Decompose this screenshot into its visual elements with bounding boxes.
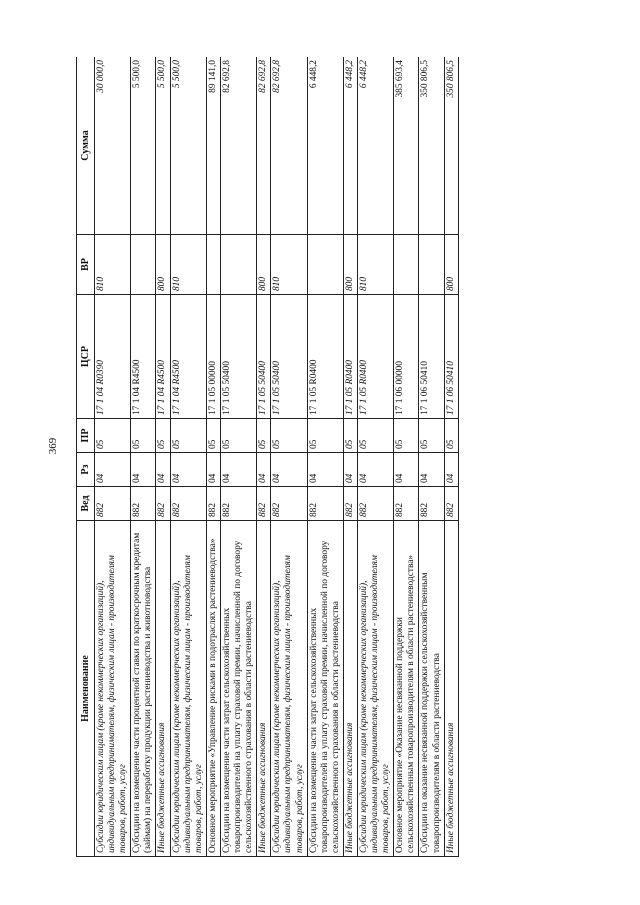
- header-sum: Сумма: [77, 57, 95, 235]
- table-row: [257, 57, 271, 857]
- cell-ved: 882: [156, 487, 170, 521]
- cell-sum: 6 448,2: [357, 57, 393, 235]
- cell-csr: 17 1 06 00000: [394, 295, 419, 419]
- cell-vr: 800: [343, 235, 357, 295]
- cell-sum: 82 692,8: [220, 57, 256, 235]
- cell-sum: 82 692,8: [271, 57, 307, 235]
- cell-csr: 17 1 04 R4500: [170, 295, 206, 419]
- cell-vr: 800: [156, 235, 170, 295]
- cell-vr: [131, 235, 156, 295]
- cell-sum: 82 692,8: [257, 57, 271, 235]
- cell-pr: 05: [170, 419, 206, 453]
- cell-vr: 800: [444, 235, 458, 295]
- cell-name: Иные бюджетные ассигнования: [343, 521, 357, 857]
- cell-csr: 17 1 05 00000: [206, 295, 220, 419]
- cell-ved: 882: [206, 487, 220, 521]
- cell-sum: 6 448,2: [307, 57, 343, 235]
- table-row: [206, 57, 220, 857]
- header-name: Наименование: [77, 521, 95, 857]
- cell-rz: 04: [394, 453, 419, 487]
- cell-ved: 882: [444, 487, 458, 521]
- table-row: [131, 57, 156, 857]
- cell-sum: 89 141,0: [206, 57, 220, 235]
- cell-rz: 04: [170, 453, 206, 487]
- header-vr: ВР: [77, 235, 95, 295]
- cell-vr: [206, 235, 220, 295]
- cell-pr: 05: [357, 419, 393, 453]
- cell-csr: 17 1 05 50400: [220, 295, 256, 419]
- cell-csr: 17 1 05 R0400: [307, 295, 343, 419]
- cell-sum: 6 448,2: [343, 57, 357, 235]
- table-row: [343, 57, 357, 857]
- cell-name: Субсидии юридическим лицам (кроме некоммерческих организаций), индивидуальным предпринимателям, физическим лицам - производителям товаров, работ, услуг: [95, 521, 131, 857]
- cell-ved: 882: [307, 487, 343, 521]
- cell-name: Основное мероприятие «Управление рисками в подотраслях растениеводства»: [206, 521, 220, 857]
- cell-rz: 04: [95, 453, 131, 487]
- cell-name: Иные бюджетные ассигнования: [156, 521, 170, 857]
- cell-sum: 5 500,0: [131, 57, 156, 235]
- cell-csr: 17 1 05 R0400: [357, 295, 393, 419]
- cell-rz: 04: [343, 453, 357, 487]
- cell-pr: 05: [257, 419, 271, 453]
- cell-name: Субсидии юридическим лицам (кроме некоммерческих организаций), индивидуальным предпринимателям, физическим лицам - производителям товаров, работ, услуг: [271, 521, 307, 857]
- cell-name: Субсидии на возмещение части процентной ставки по краткосрочным кредитам (займам) на переработку продукции растениеводства и животноводства: [131, 521, 156, 857]
- cell-vr: 800: [257, 235, 271, 295]
- cell-pr: 05: [444, 419, 458, 453]
- cell-name: Иные бюджетные ассигнования: [444, 521, 458, 857]
- cell-sum: 350 806,5: [419, 57, 444, 235]
- cell-ved: 882: [95, 487, 131, 521]
- rotated-page-area: [76, 57, 571, 857]
- cell-csr: 17 1 06 50410: [419, 295, 444, 419]
- rotated-content: [76, 57, 571, 857]
- cell-rz: 04: [444, 453, 458, 487]
- cell-sum: 5 500,0: [170, 57, 206, 235]
- cell-csr: 17 1 04 R4500: [156, 295, 170, 419]
- cell-rz: 04: [271, 453, 307, 487]
- cell-pr: 05: [307, 419, 343, 453]
- cell-vr: [419, 235, 444, 295]
- table-row: [95, 57, 131, 857]
- cell-rz: 04: [307, 453, 343, 487]
- cell-ved: 882: [394, 487, 419, 521]
- cell-csr: 17 1 04 R4500: [131, 295, 156, 419]
- cell-vr: [307, 235, 343, 295]
- cell-ved: 882: [271, 487, 307, 521]
- table-row: [170, 57, 206, 857]
- cell-ved: 882: [419, 487, 444, 521]
- cell-pr: 05: [131, 419, 156, 453]
- cell-pr: 05: [343, 419, 357, 453]
- cell-csr: 17 1 05 R0400: [343, 295, 357, 419]
- cell-csr: 17 1 04 R0390: [95, 295, 131, 419]
- table-row: [394, 57, 419, 857]
- table-row: [357, 57, 393, 857]
- cell-ved: 882: [357, 487, 393, 521]
- cell-vr: [394, 235, 419, 295]
- cell-rz: 04: [206, 453, 220, 487]
- table-row: [271, 57, 307, 857]
- cell-ved: 882: [343, 487, 357, 521]
- cell-pr: 05: [95, 419, 131, 453]
- cell-pr: 05: [220, 419, 256, 453]
- cell-name: Основное мероприятие «Оказание несвязанной поддержки сельскохозяйственным товаропроизводителям в области растениеводства»: [394, 521, 419, 857]
- cell-ved: 882: [257, 487, 271, 521]
- cell-rz: 04: [257, 453, 271, 487]
- table-header-row: [77, 57, 95, 857]
- cell-sum: 385 693,4: [394, 57, 419, 235]
- cell-rz: 04: [357, 453, 393, 487]
- cell-ved: 882: [170, 487, 206, 521]
- budget-table: [76, 57, 459, 857]
- cell-sum: 350 806,5: [444, 57, 458, 235]
- cell-pr: 05: [394, 419, 419, 453]
- cell-rz: 04: [131, 453, 156, 487]
- cell-name: Субсидии юридическим лицам (кроме некоммерческих организаций), индивидуальным предпринимателям, физическим лицам - производителям товаров, работ, услуг: [357, 521, 393, 857]
- cell-name: Субсидии юридическим лицам (кроме некоммерческих организаций), индивидуальным предпринимателям, физическим лицам - производителям товаров, работ, услуг: [170, 521, 206, 857]
- cell-csr: 17 1 05 50400: [257, 295, 271, 419]
- header-csr: ЦСР: [77, 295, 95, 419]
- header-pr: ПР: [77, 419, 95, 453]
- page-number: 369: [47, 437, 59, 455]
- cell-pr: 05: [419, 419, 444, 453]
- cell-rz: 04: [220, 453, 256, 487]
- cell-name: Субсидии на возмещение части затрат сельскохозяйственных товаропроизводителей на уплату страховой премии, начисленной по договору сельскохозяйственного страхования в области растениеводства: [220, 521, 256, 857]
- table-row: [444, 57, 458, 857]
- table-row: [156, 57, 170, 857]
- cell-pr: 05: [271, 419, 307, 453]
- cell-sum: 30 000,0: [95, 57, 131, 235]
- cell-sum: 5 500,0: [156, 57, 170, 235]
- cell-vr: 810: [271, 235, 307, 295]
- cell-vr: 810: [95, 235, 131, 295]
- header-rz: Рз: [77, 453, 95, 487]
- cell-ved: 882: [131, 487, 156, 521]
- cell-name: Субсидии на возмещение части затрат сельскохозяйственных товаропроизводителей на уплату страховой премии, начисленной по договору сельскохозяйственного страхования в области растениеводства: [307, 521, 343, 857]
- cell-vr: [220, 235, 256, 295]
- cell-ved: 882: [220, 487, 256, 521]
- cell-rz: 04: [419, 453, 444, 487]
- cell-rz: 04: [156, 453, 170, 487]
- table-row: [419, 57, 444, 857]
- header-ved: Вед: [77, 487, 95, 521]
- table-row: [220, 57, 256, 857]
- cell-csr: 17 1 06 50410: [444, 295, 458, 419]
- cell-csr: 17 1 05 50400: [271, 295, 307, 419]
- cell-pr: 05: [156, 419, 170, 453]
- cell-name: Иные бюджетные ассигнования: [257, 521, 271, 857]
- cell-pr: 05: [206, 419, 220, 453]
- table-row: [307, 57, 343, 857]
- cell-vr: 810: [170, 235, 206, 295]
- cell-name: Субсидии на оказание несвязанной поддержки сельскохозяйственным товаропроизводителям в области растениеводства: [419, 521, 444, 857]
- table-body: [95, 57, 459, 857]
- cell-vr: 810: [357, 235, 393, 295]
